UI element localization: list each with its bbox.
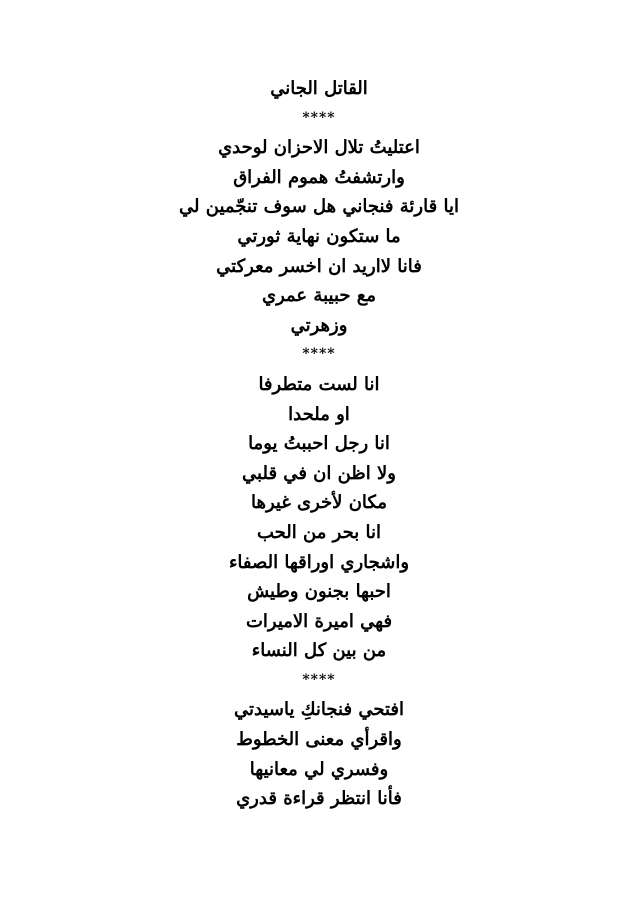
stanza-separator: ****	[302, 346, 336, 363]
poem-line: ولا اظن ان في قلبي	[242, 462, 396, 484]
poem-line: او ملحدا	[288, 403, 350, 425]
poem-line: فأنا انتظر قراءة قدري	[236, 788, 402, 810]
poem-line: انا رجل احببتُ يوما	[248, 433, 390, 455]
poem-line: من بين كل النساء	[251, 640, 387, 662]
poem-line: انا لست متطرفا	[258, 373, 380, 395]
poem-line: وفسري لي معانيها	[249, 758, 389, 780]
poem-line: واشجاري اوراقها الصفاء	[228, 551, 410, 573]
poem-line: اعتليتُ تلال الاحزان لوحدي	[218, 137, 420, 159]
poem-line: مع حبيبة عمري	[262, 285, 376, 307]
poem-line: افتحي فنجانكِ ياسيدتي	[234, 699, 404, 721]
poem-line: وارتشفتُ هموم الفراق	[233, 166, 405, 188]
poem-title: القاتل الجاني	[270, 78, 368, 99]
poem-line: فانا لااريد ان اخسر معركتي	[216, 255, 422, 277]
poem-line: احبها بجنون وطيش	[247, 581, 391, 603]
poem-line: وزهرتي	[290, 314, 348, 336]
poem-line: ايا قارئة فنجاني هل سوف تنجّمين لي	[179, 196, 459, 218]
poem-line: واقرأي معنى الخطوط	[236, 729, 402, 751]
poem-line: فهي اميرة الاميرات	[245, 610, 393, 632]
poem-line: ما ستكون نهاية ثورتي	[237, 225, 401, 247]
stanza-separator: ****	[302, 671, 336, 688]
stanza-separator: ****	[302, 109, 336, 126]
poem	[0, 74, 638, 814]
poem-line: انا بحر من الحب	[257, 521, 381, 543]
poem-line: مكان لأخرى غيرها	[251, 492, 387, 514]
